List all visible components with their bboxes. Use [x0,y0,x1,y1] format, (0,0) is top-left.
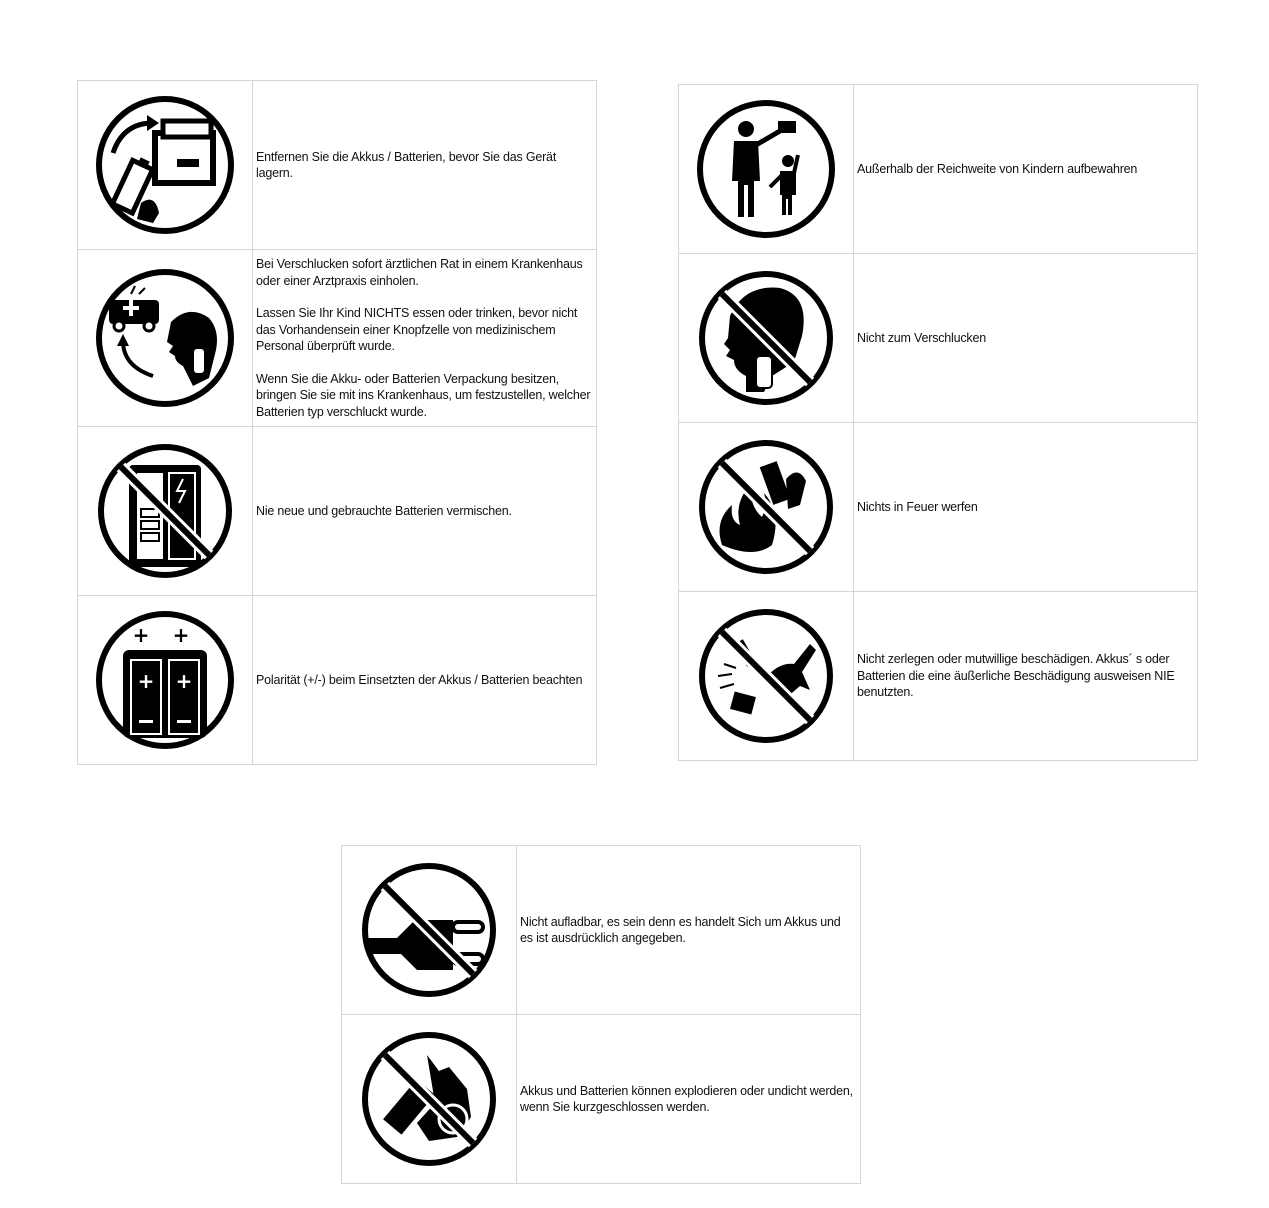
no-charging-plug-icon [357,858,501,1002]
icon-cell [679,85,854,254]
polarity-batteries-icon [93,608,237,752]
instruction-text: Wenn Sie die Akku- oder Batterien Verpackung besitzen, bringen Sie sie mit ins Krankenhaus, um festzustellen, welcher Batterien typ verschluckt wurde. [256,371,591,419]
bottom-safety-table [341,845,861,1184]
instruction-text: Akkus und Batterien können explodieren oder undicht werden, wenn Sie kurzgeschlossen werden. [520,1083,853,1114]
instruction-text: Außerhalb der Reichweite von Kindern aufbewahren [857,161,1138,176]
instruction-text: Nicht zerlegen oder mutwillige beschädigen. Akkus´ s oder Batterien die eine äußerliche Beschädigung ausweisen NIE benutzten. [857,652,1175,700]
icon-cell [679,423,854,592]
table-row [679,592,1198,761]
icon-cell [78,596,253,765]
text-cell [517,1015,861,1184]
table-row [78,81,597,250]
instruction-text: Bei Verschlucken sofort ärztlichen Rat in einem Krankenhaus oder einer Arztpraxis einholen. [256,257,583,288]
instruction-text: Nicht aufladbar, es sein denn es handelt Sich um Akkus und es ist ausdrücklich angegeben. [520,914,841,945]
icon-cell [342,1015,517,1184]
svg-text:+: + [132,623,150,647]
text-cell [253,596,597,765]
instruction-text: Lassen Sie Ihr Kind NICHTS essen oder trinken, bevor nicht das Vorhandensein einer Knopfzelle von medizinischem Personal überprüft wurde. [256,306,578,353]
table-row [78,427,597,596]
svg-text:+: + [137,669,155,693]
table-row [342,846,861,1015]
svg-text:+: + [175,669,193,693]
remove-battery-storage-icon [93,93,237,237]
no-short-circuit-icon [357,1027,501,1171]
no-mixing-batteries-icon [93,439,237,583]
keep-away-from-children-icon [694,97,838,241]
do-not-swallow-icon [694,266,838,410]
text-cell [854,592,1198,761]
text-cell [253,81,597,250]
icon-cell [679,254,854,423]
icon-cell [78,250,253,427]
text-cell [517,846,861,1015]
instruction-text: Polarität (+/-) beim Einsetzten der Akkus / Batterien beachten [256,672,583,687]
icon-cell [78,427,253,596]
instruction-text: Entfernen Sie die Akkus / Batterien, bevor Sie das Gerät lagern. [256,149,557,180]
no-disassemble-icon [694,604,838,748]
icon-cell [78,81,253,250]
icon-cell [679,592,854,761]
instruction-text: Nicht zum Verschlucken [857,330,986,345]
swallow-seek-medical-help-icon [93,266,237,410]
right-safety-table [678,84,1198,761]
table-row [679,254,1198,423]
table-row [679,423,1198,592]
table-row [78,250,597,427]
instruction-text: Nichts in Feuer werfen [857,499,978,514]
text-cell [253,427,597,596]
text-cell [854,254,1198,423]
text-cell [854,423,1198,592]
text-cell [854,85,1198,254]
instruction-text: Nie neue und gebrauchte Batterien vermischen. [256,503,512,518]
text-cell [253,250,597,427]
no-fire-icon [694,435,838,579]
table-row [342,1015,861,1184]
svg-text:+: + [172,623,190,647]
table-row [78,596,597,765]
left-safety-table [77,80,597,765]
table-row [679,85,1198,254]
icon-cell [342,846,517,1015]
